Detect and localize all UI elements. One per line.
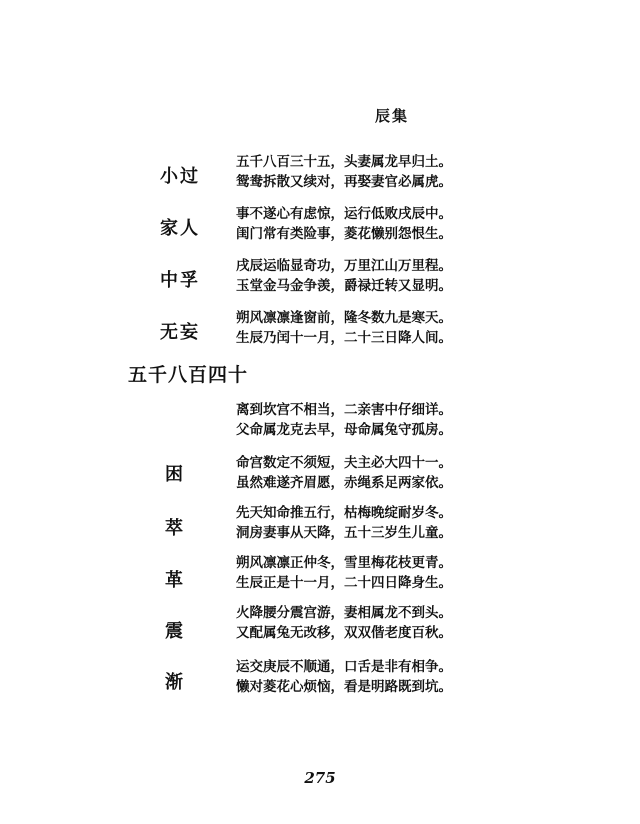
section-title: 五千八百四十 xyxy=(128,364,249,386)
verse-line: 玉堂金马金争羡，爵禄迁转又显明。 xyxy=(236,278,452,294)
verse-line: 生辰正是十一月，二十四日降身生。 xyxy=(236,575,452,591)
verse-line: 运交庚辰不顺通，口舌是非有相争。 xyxy=(236,659,452,675)
verse xyxy=(236,400,452,440)
verse-line: 又配属兔无改移，双双偕老度百秋。 xyxy=(236,625,452,641)
verse-line: 火降腰分震宫游，妻相属龙不到头。 xyxy=(236,605,452,621)
entry-label: 革 xyxy=(165,570,185,591)
page-number: 275 xyxy=(304,769,336,787)
verse xyxy=(236,603,452,643)
verse xyxy=(236,553,452,593)
verse-line: 朔风凛凛正仲冬，雪里梅花枝更青。 xyxy=(236,555,452,571)
verse-line: 父命属龙克去早，母命属兔守孤房。 xyxy=(236,422,452,438)
entry-label: 无妄 xyxy=(160,322,200,343)
verse-line: 五千八百三十五，头妻属龙早归土。 xyxy=(236,154,452,170)
entry-label: 中孚 xyxy=(160,270,200,291)
verse xyxy=(236,204,452,244)
verse-line: 朔风凛凛逢窗前，隆冬数九是寒天。 xyxy=(236,310,452,326)
verse xyxy=(236,152,452,192)
verse-line: 懒对菱花心烦恼，看是明路既到坑。 xyxy=(236,679,452,695)
verse xyxy=(236,503,452,543)
verse-line: 事不遂心有虑惊，运行低败戌辰中。 xyxy=(236,206,452,222)
verse-line: 离到坎宫不相当，二亲害中仔细详。 xyxy=(236,402,452,418)
entry-label: 家人 xyxy=(160,218,200,239)
verse xyxy=(236,657,452,697)
verse-line: 命宫数定不须短，夫主必大四十一。 xyxy=(236,455,452,471)
verse-line: 鸳鸯拆散又续对，再娶妻官必属虎。 xyxy=(236,174,452,190)
verse-line: 洞房妻事从天降，五十三岁生儿童。 xyxy=(236,525,452,541)
verse-line: 虽然难遂齐眉愿，赤绳系足两家依。 xyxy=(236,475,452,491)
entry-label: 震 xyxy=(165,621,185,642)
entry-label: 萃 xyxy=(165,518,185,539)
verse xyxy=(236,453,452,493)
verse-line: 闺门常有类险事，菱花懒别怨恨生。 xyxy=(236,226,452,242)
verse xyxy=(236,308,452,348)
verse-line: 生辰乃闰十一月，二十三日降人间。 xyxy=(236,330,452,346)
entry-label: 渐 xyxy=(165,672,185,693)
verse-line: 先天知命推五行，枯梅晚绽耐岁冬。 xyxy=(236,505,452,521)
entry-label: 小过 xyxy=(160,166,200,187)
verse xyxy=(236,256,452,296)
entry-label: 困 xyxy=(165,464,185,485)
page-header: 辰集 xyxy=(375,107,410,125)
verse-line: 戌辰运临显奇功，万里江山万里程。 xyxy=(236,258,452,274)
